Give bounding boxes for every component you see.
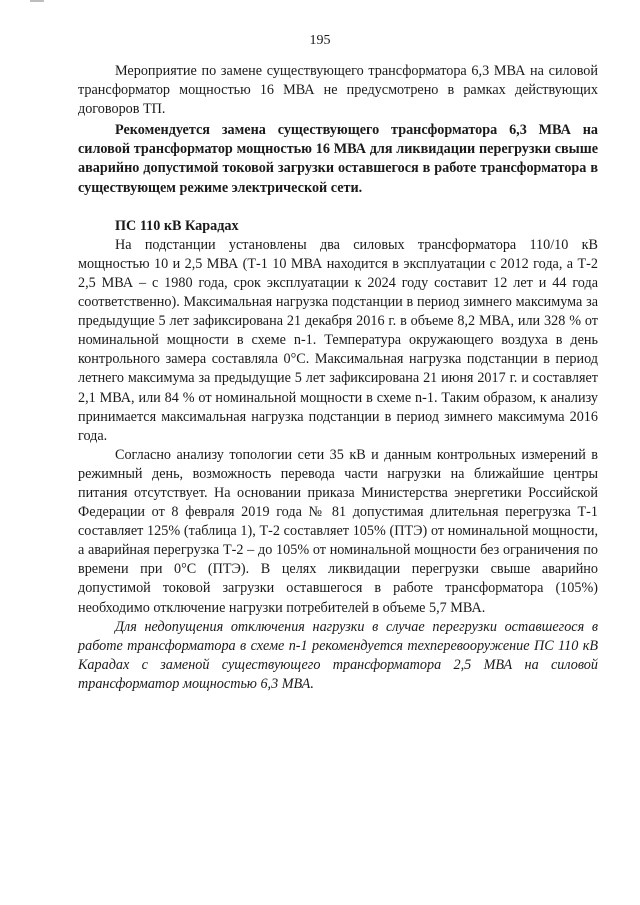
section-heading-substation: ПС 110 кВ Карадах — [115, 217, 239, 234]
paragraph-recommendation-bold: Рекомендуется замена существующего трансформатора 6,3 МВА на силовой трансформатор мощностью 16 МВА для ликвидации перегрузки свыше аварийно допустимой токовой загрузки оставшегося в работе трансформатора в существующем режиме электрической сети. — [78, 122, 598, 196]
paragraph-measure-not-planned: Мероприятие по замене существующего трансформатора 6,3 МВА на силовой трансформатор мощностью 16 МВА не предусмотрено в рамках действующих договоров ТП. — [78, 63, 598, 118]
scan-edge-mark — [30, 0, 44, 2]
document-body — [78, 62, 598, 694]
paragraph-recommendation-italic: Для недопущения отключения нагрузки в случае перегрузки оставшегося в работе трансформатора в схеме n-1 рекомендуется техперевооружение ПС 110 кВ Карадах с заменой существующего трансформатора 2,5 МВА на силовой трансформатор мощностью 6,3 МВА. — [78, 618, 598, 692]
paragraph-topology-analysis: Согласно анализу топологии сети 35 кВ и данным контрольных измерений в режимный день, возможность перевода части нагрузки на ближайшие центры питания отсутствует. На основании приказа Министерства энергетики Российской Федерации от 8 февраля 2019 года № 81 допустимая длительная перегрузка Т-1 составляет 125% (таблица 1), Т-2 составляет 105% (ПТЭ) от номинальной мощности, а аварийная перегрузка Т-2 – до 105% от номинальной мощности без ограничения по времени при 0°С (ПТЭ). В целях ликвидации перегрузки свыше аварийно допустимой токовой загрузки оставшегося в работе трансформатора (105%) необходимо отключение нагрузки потребителей в объеме 5,7 МВА. — [78, 446, 598, 616]
page-number: 195 — [309, 33, 331, 48]
paragraph-substation-description: На подстанции установлены два силовых трансформатора 110/10 кВ мощностью 10 и 2,5 МВА (Т-1 10 МВА находится в эксплуатации с 2012 года, а Т-2 2,5 МВА – с 1980 года, срок эксплуатации к 2024 году составит 12 лет и 44 года соответственно). Максимальная нагрузка подстанции в период зимнего максимума за предыдущие 5 лет зафиксирована 21 декабря 2016 г. в объеме 8,2 МВА, или 328 % от номинальной мощности в схеме n-1. Температура окружающего воздуха в день контрольного замера составляла 0°С. Максимальная нагрузка подстанции в период летнего максимума за предыдущие 5 лет зафиксирована 21 июня 2017 г. и составляет 2,1 МВА, или 84 % от номинальной мощности в схеме n-1. Таким образом, к анализу принимается максимальная нагрузка подстанции в период зимнего максимума 2016 года. — [78, 236, 598, 444]
